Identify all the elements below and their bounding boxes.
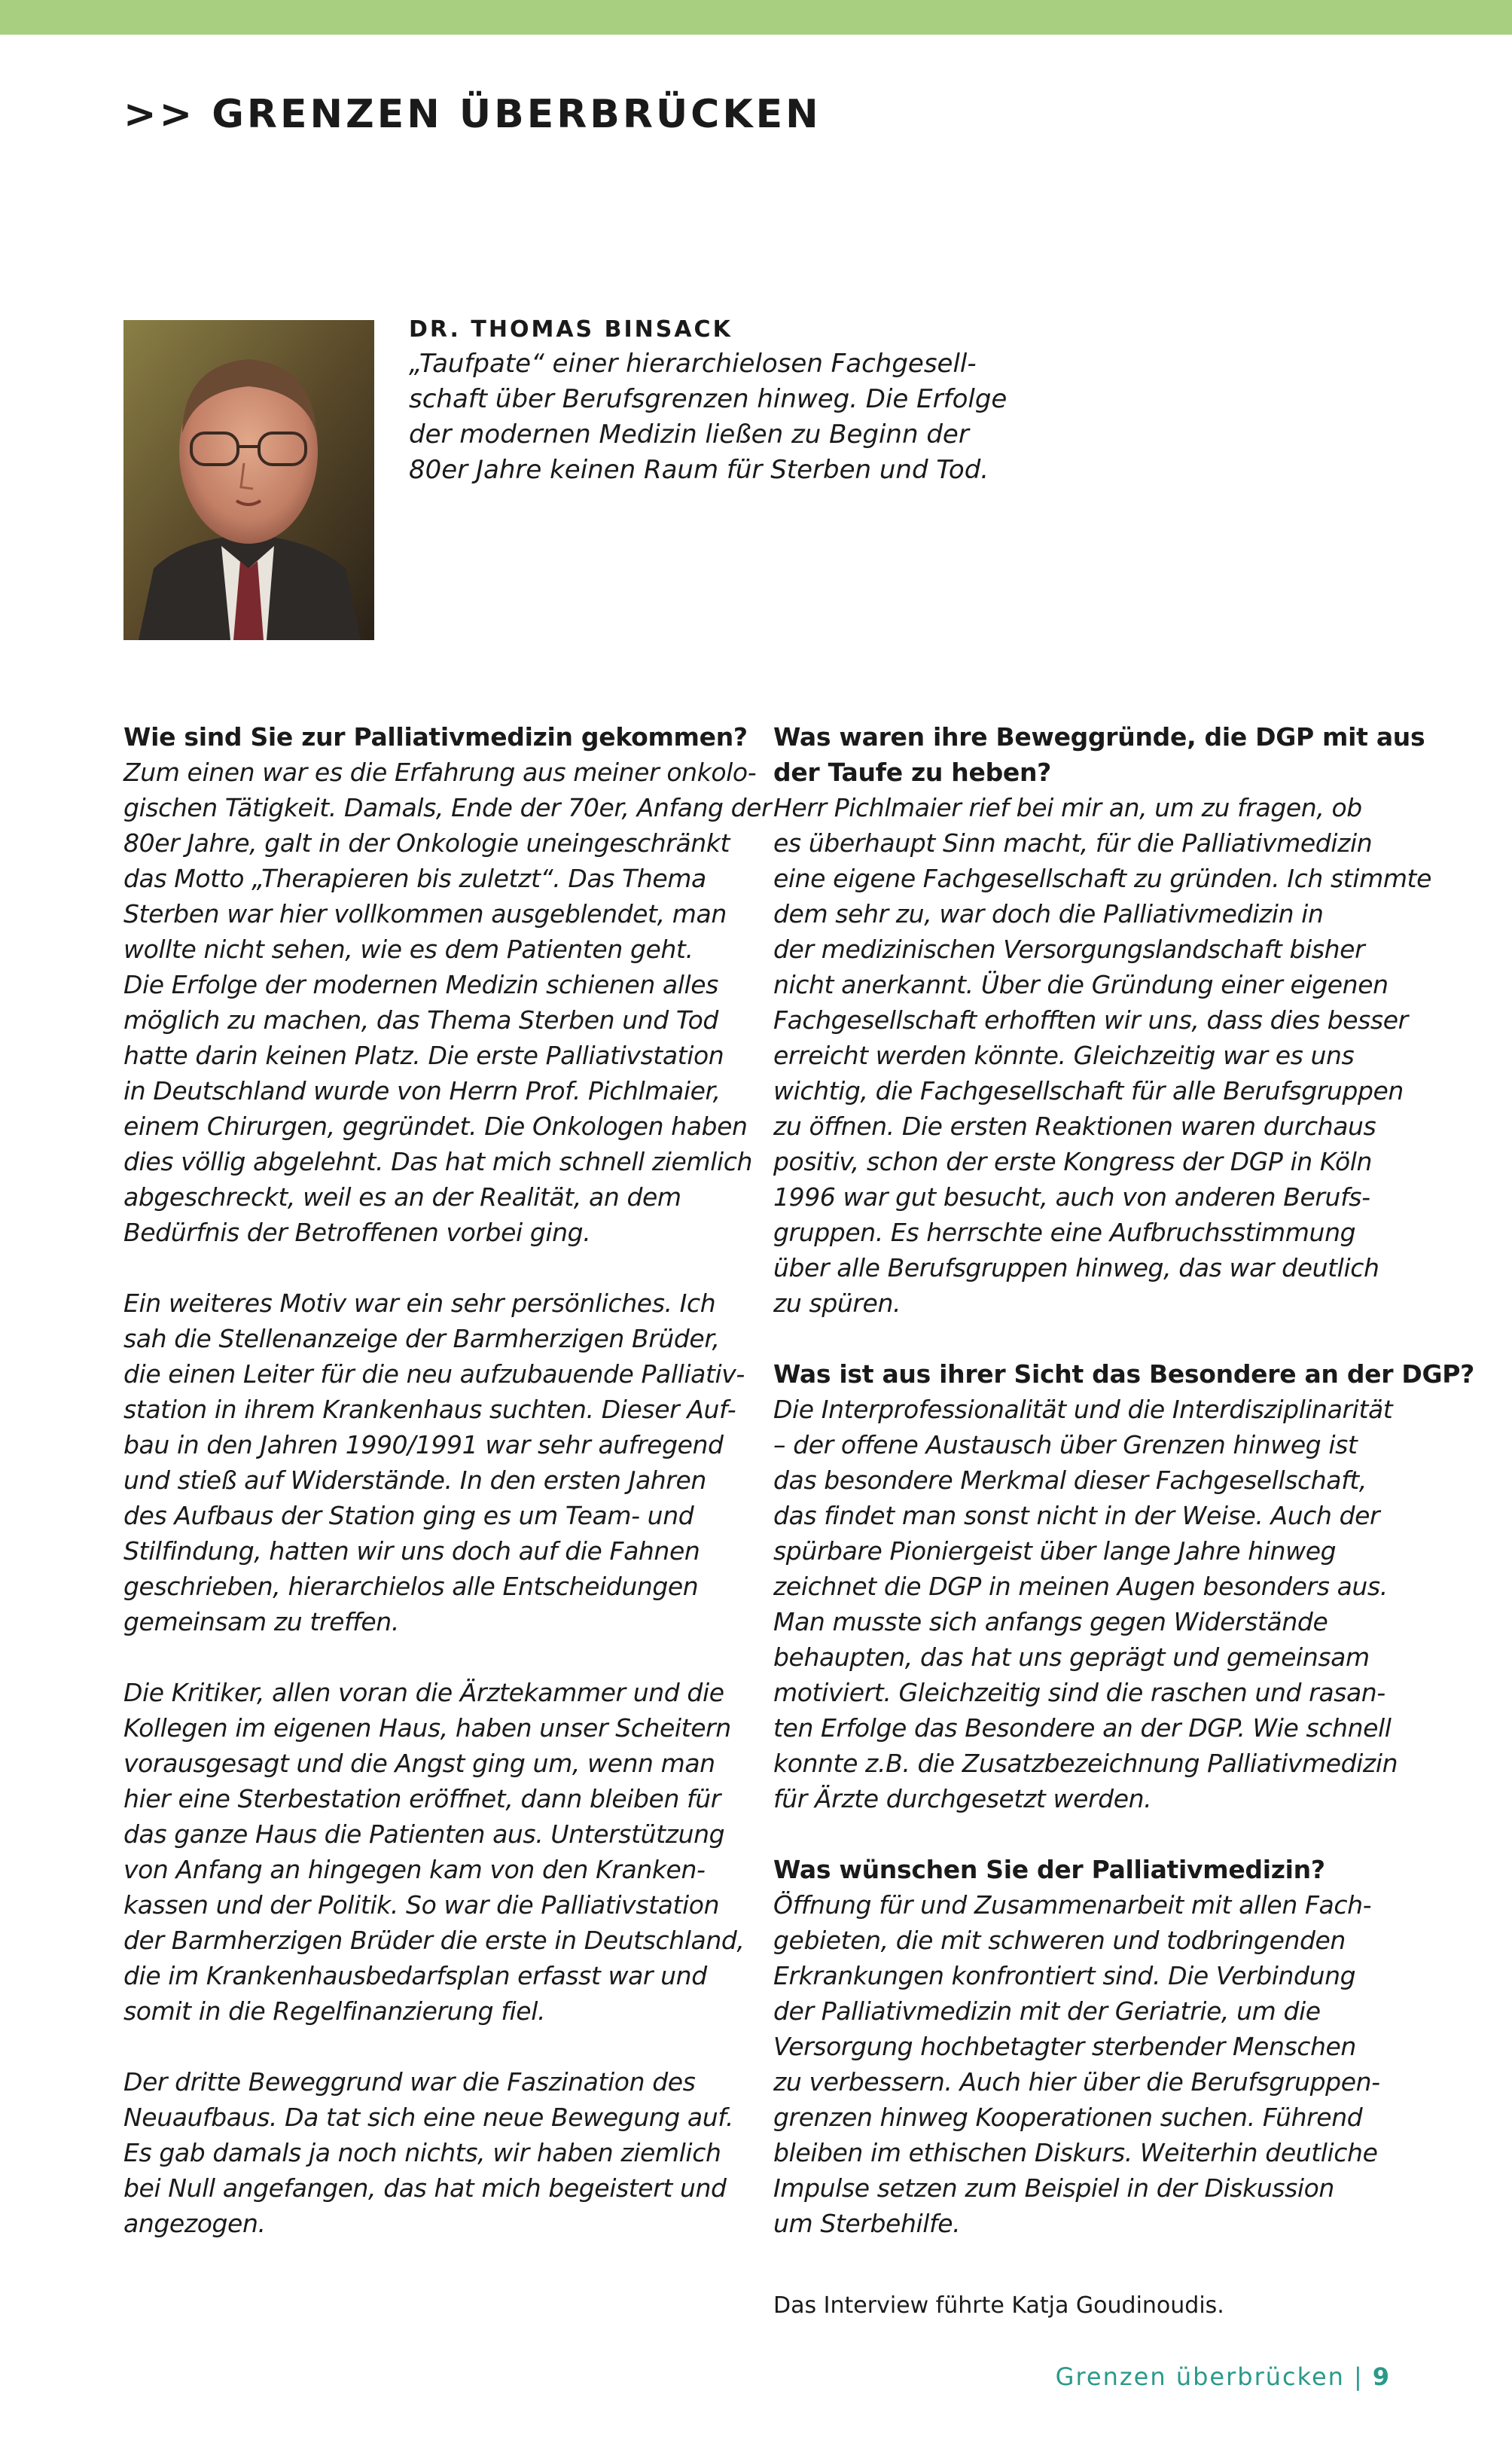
answer-paragraph bbox=[773, 1392, 1398, 1816]
answer-paragraph bbox=[123, 2064, 748, 2241]
text-line: für Ärzte durchgesetzt werden. bbox=[773, 1784, 1152, 1813]
question-heading bbox=[773, 1356, 1474, 1392]
text-line: – der offene Austausch über Grenzen hinweg ist bbox=[773, 1430, 1358, 1459]
page-footer bbox=[1056, 2360, 1391, 2393]
text-line: Der dritte Beweggrund war die Faszination des bbox=[123, 2067, 696, 2097]
top-accent-bar bbox=[0, 0, 1512, 35]
text-line: des Aufbaus der Station ging es um Team- und bbox=[123, 1501, 694, 1530]
text-line: der medizinischen Versorgungslandschaft bisher bbox=[773, 935, 1365, 964]
text-line: gebieten, die mit schweren und todbringenden bbox=[773, 1926, 1346, 1955]
text-line: Kollegen im eigenen Haus, haben unser Scheitern bbox=[123, 1713, 731, 1743]
answer-paragraph bbox=[773, 790, 1432, 1321]
intro-line: schaft über Berufsgrenzen hinweg. Die Erfolge bbox=[409, 384, 1007, 414]
text-line: es überhaupt Sinn macht, für die Palliativmedizin bbox=[773, 828, 1373, 858]
text-line: eine eigene Fachgesellschaft zu gründen. Ich stimmte bbox=[773, 864, 1432, 893]
question-heading bbox=[773, 1852, 1398, 1887]
text-line: zu verbessern. Auch hier über die Berufsgruppen- bbox=[773, 2067, 1380, 2097]
text-line: Es gab damals ja noch nichts, wir haben ziemlich bbox=[123, 2138, 721, 2167]
interview-credit: Das Interview führte Katja Goudinoudis. bbox=[773, 2292, 1224, 2319]
text-line: kassen und der Politik. So war die Palliativstation bbox=[123, 1890, 720, 1920]
text-line: das findet man sonst nicht in der Weise. Auch der bbox=[773, 1501, 1380, 1530]
text-line: positiv, schon der erste Kongress der DGP in Köln bbox=[773, 1147, 1373, 1176]
text-line: hier eine Sterbestation eröffnet, dann bleiben für bbox=[123, 1784, 721, 1813]
intro-line: der modernen Medizin ließen zu Beginn der bbox=[409, 419, 969, 450]
text-line: motiviert. Gleichzeitig sind die raschen und rasan- bbox=[773, 1678, 1385, 1707]
text-line: gischen Tätigkeit. Damals, Ende der 70er, Anfang der bbox=[123, 793, 772, 822]
text-line: 80er Jahre, galt in der Onkologie uneingeschränkt bbox=[123, 828, 730, 858]
text-line: zu öffnen. Die ersten Reaktionen waren durchaus bbox=[773, 1112, 1376, 1141]
text-line: geschrieben, hierarchielos alle Entscheidungen bbox=[123, 1572, 699, 1601]
answer-paragraph bbox=[123, 1675, 748, 2029]
right-column bbox=[773, 719, 1474, 2277]
text-line: das besondere Merkmal dieser Fachgesellschaft, bbox=[773, 1465, 1367, 1495]
answer-paragraph bbox=[123, 755, 772, 1250]
answer-paragraph bbox=[123, 1286, 748, 1639]
text-line: Sterben war hier vollkommen ausgeblendet, man bbox=[123, 899, 727, 929]
text-line: Impulse setzen zum Beispiel in der Diskussion bbox=[773, 2173, 1334, 2203]
intro-line: 80er Jahre keinen Raum für Sterben und Tod. bbox=[409, 455, 989, 485]
question-line: der Taufe zu heben? bbox=[773, 758, 1052, 787]
text-line: vorausgesagt und die Angst ging um, wenn man bbox=[123, 1749, 715, 1778]
text-line: Ein weiteres Motiv war ein sehr persönliches. Ich bbox=[123, 1289, 716, 1318]
text-line: sah die Stellenanzeige der Barmherzigen Brüder, bbox=[123, 1324, 720, 1353]
text-line: gemeinsam zu treffen. bbox=[123, 1607, 399, 1636]
text-line: zeichnet die DGP in meinen Augen besonders aus. bbox=[773, 1572, 1388, 1601]
text-line: Versorgung hochbetagter sterbender Menschen bbox=[773, 2032, 1356, 2061]
text-line: angezogen. bbox=[123, 2209, 266, 2238]
text-line: möglich zu machen, das Thema Sterben und Tod bbox=[123, 1005, 718, 1035]
text-line: das Motto „Therapieren bis zuletzt“. Das Thema bbox=[123, 864, 706, 893]
page-number: 9 bbox=[1372, 2362, 1391, 2391]
text-line: Neuaufbaus. Da tat sich eine neue Bewegung auf. bbox=[123, 2103, 733, 2132]
text-line: über alle Berufsgruppen hinweg, das war deutlich bbox=[773, 1253, 1379, 1282]
portrait-photo bbox=[123, 320, 374, 640]
text-line: bleiben im ethischen Diskurs. Weiterhin deutliche bbox=[773, 2138, 1378, 2167]
text-line: von Anfang an hingegen kam von den Kranken- bbox=[123, 1855, 706, 1884]
text-line: Die Kritiker, allen voran die Ärztekammer und die bbox=[123, 1678, 724, 1707]
text-line: Stilfindung, hatten wir uns doch auf die Fahnen bbox=[123, 1536, 700, 1566]
text-line: zu spüren. bbox=[773, 1289, 901, 1318]
text-line: Die Interprofessionalität und die Interdisziplinarität bbox=[773, 1395, 1393, 1424]
question-heading bbox=[773, 719, 1425, 790]
text-line: bei Null angefangen, das hat mich begeistert und bbox=[123, 2173, 727, 2203]
answer-paragraph bbox=[773, 1887, 1398, 2241]
text-line: behaupten, das hat uns geprägt und gemeinsam bbox=[773, 1642, 1370, 1672]
text-line: Bedürfnis der Betroffenen vorbei ging. bbox=[123, 1218, 591, 1247]
text-line: Die Erfolge der modernen Medizin schienen alles bbox=[123, 970, 718, 999]
text-line: gruppen. Es herrschte eine Aufbruchsstimmung bbox=[773, 1218, 1356, 1247]
interviewee-name: DR. THOMAS BINSACK bbox=[409, 316, 733, 343]
text-line: somit in die Regelfinanzierung fiel. bbox=[123, 1996, 546, 2026]
text-line: die im Krankenhausbedarfsplan erfasst war und bbox=[123, 1961, 707, 1990]
text-line: Fachgesellschaft erhofften wir uns, dass dies besser bbox=[773, 1005, 1408, 1035]
text-line: station in ihrem Krankenhaus suchten. Dieser Auf- bbox=[123, 1395, 736, 1424]
question-heading: Wie sind Sie zur Palliativmedizin gekommen? bbox=[123, 722, 748, 752]
text-line: Herr Pichlmaier rief bei mir an, um zu fragen, ob bbox=[773, 793, 1362, 822]
text-line: der Barmherzigen Brüder die erste in Deutschland, bbox=[123, 1926, 745, 1955]
text-line: wichtig, die Fachgesellschaft für alle Berufsgruppen bbox=[773, 1076, 1404, 1106]
text-line: Öffnung für und Zusammenarbeit mit allen Fach- bbox=[773, 1890, 1372, 1920]
text-line: einem Chirurgen, gegründet. Die Onkologen haben bbox=[123, 1112, 748, 1141]
text-line: Man musste sich anfangs gegen Widerstände bbox=[773, 1607, 1328, 1636]
text-line: der Palliativmedizin mit der Geriatrie, um die bbox=[773, 1996, 1321, 2026]
intro-line: „Taufpate“ einer hierarchielosen Fachgesell- bbox=[409, 349, 977, 379]
text-line: erreicht werden könnte. Gleichzeitig war es uns bbox=[773, 1041, 1355, 1070]
text-line: dem sehr zu, war doch die Palliativmedizin in bbox=[773, 899, 1324, 929]
text-line: nicht anerkannt. Über die Gründung einer eigenen bbox=[773, 970, 1389, 999]
question-line: Was ist aus ihrer Sicht das Besondere an der DGP? bbox=[773, 1359, 1474, 1389]
text-line: dies völlig abgelehnt. Das hat mich schnell ziemlich bbox=[123, 1147, 752, 1176]
text-line: hatte darin keinen Platz. Die erste Palliativstation bbox=[123, 1041, 724, 1070]
text-line: spürbare Pioniergeist über lange Jahre hinweg bbox=[773, 1536, 1337, 1566]
question-line: Was waren ihre Beweggründe, die DGP mit aus bbox=[773, 722, 1425, 752]
text-line: das ganze Haus die Patienten aus. Unterstützung bbox=[123, 1819, 725, 1849]
left-column bbox=[123, 719, 772, 2277]
text-line: ten Erfolge das Besondere an der DGP. Wie schnell bbox=[773, 1713, 1392, 1743]
text-line: konnte z.B. die Zusatzbezeichnung Palliativmedizin bbox=[773, 1749, 1398, 1778]
text-line: die einen Leiter für die neu aufzubauende Palliativ- bbox=[123, 1359, 745, 1389]
footer-separator: | bbox=[1353, 2362, 1364, 2391]
intro-block bbox=[409, 315, 1007, 488]
text-line: bau in den Jahren 1990/1991 war sehr aufregend bbox=[123, 1430, 724, 1459]
text-line: Erkrankungen konfrontiert sind. Die Verbindung bbox=[773, 1961, 1356, 1990]
question-line: Was wünschen Sie der Palliativmedizin? bbox=[773, 1855, 1325, 1884]
text-line: grenzen hinweg Kooperationen suchen. Führend bbox=[773, 2103, 1363, 2132]
page-title: >> GRENZEN ÜBERBRÜCKEN bbox=[123, 92, 822, 137]
text-line: wollte nicht sehen, wie es dem Patienten geht. bbox=[123, 935, 694, 964]
text-line: um Sterbehilfe. bbox=[773, 2209, 961, 2238]
text-line: und stieß auf Widerstände. In den ersten Jahren bbox=[123, 1465, 706, 1495]
text-line: 1996 war gut besucht, auch von anderen Berufs- bbox=[773, 1182, 1370, 1212]
intro-quote bbox=[409, 346, 1007, 488]
footer-section-title: Grenzen überbrücken bbox=[1055, 2362, 1345, 2391]
text-line: in Deutschland wurde von Herrn Prof. Pichlmaier, bbox=[123, 1076, 721, 1106]
text-line: Zum einen war es die Erfahrung aus meiner onkolo- bbox=[123, 758, 757, 787]
text-line: abgeschreckt, weil es an der Realität, an dem bbox=[123, 1182, 681, 1212]
